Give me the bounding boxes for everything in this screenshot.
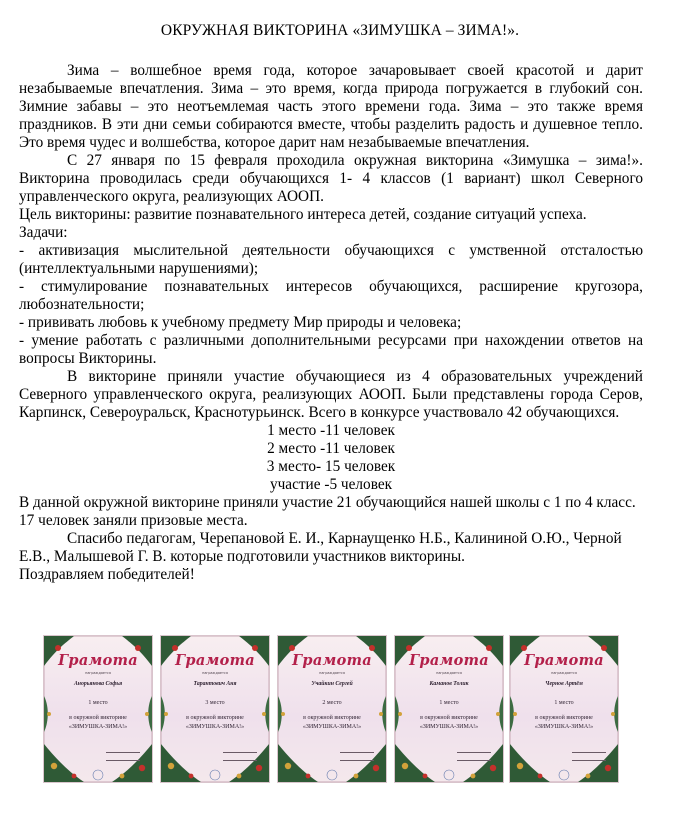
task-item: - активизация мыслительной деятельности обучающихся с умственной отсталостью (интеллектуальными нарушениями); xyxy=(19,242,643,277)
task-item: - умение работать с различными дополнительными ресурсами при нахождении ответов на вопросы Викторины. xyxy=(19,332,643,367)
certificate-image xyxy=(161,636,269,782)
certificate-name: Чернов Артём xyxy=(545,681,583,687)
certificate-contest-name: «ЗИМУШКА-ЗИМА!» xyxy=(185,724,245,730)
certificate-heading: Грамота xyxy=(175,652,255,669)
certificate-name: Учайкин Сергей xyxy=(311,681,353,687)
certificate-image xyxy=(510,636,618,782)
participants-paragraph: В викторине приняли участие обучающиеся из 4 образовательных учреждений Северного управленческого округа, реализующих АООП. Были представлены города Серов, Карпинск, Североуральск, Краснотурьинск. Всего в конкурсе участвовало 42 обучающихся. xyxy=(19,368,643,421)
task-item: - стимулирование познавательных интересов обучающихся, расширение кругозора, любознательности; xyxy=(19,278,643,313)
certificate-heading: Грамота xyxy=(292,652,372,669)
certificate-contest-name: «ЗИМУШКА-ЗИМА!» xyxy=(419,724,479,730)
certificate-place xyxy=(395,700,503,706)
task-item: - прививать любовь к учебному предмету Мир природы и человека; xyxy=(19,314,462,331)
certificate-contest: в окружной викторине xyxy=(69,715,127,721)
certificate-place-number: 1 xyxy=(88,700,92,706)
certificate-place-word: место xyxy=(443,700,459,706)
certificate-place-number: 1 xyxy=(554,700,558,706)
certificate-place xyxy=(510,700,618,706)
document-title: ОКРУЖНАЯ ВИКТОРИНА «ЗИМУШКА – ЗИМА!». xyxy=(160,22,520,39)
certificate-place-number: 2 xyxy=(322,700,326,706)
certificate-heading: Грамота xyxy=(524,652,604,669)
dates-paragraph: С 27 января по 15 февраля проходила окружная викторина «Зимушка – зима!». Викторина проводилась среди обучающихся 1- 4 классов (1 вариант) школ Северного управленческого округа, реализующих АООП. xyxy=(19,152,643,205)
certificate-signatures xyxy=(340,748,374,761)
certificate-awarded: награждается xyxy=(319,671,345,675)
certificate-contest-name: «ЗИМУШКА-ЗИМА!» xyxy=(302,724,362,730)
certificate-heading: Грамота xyxy=(409,652,489,669)
document-body xyxy=(19,62,643,584)
thanks-paragraph: Спасибо педагогам, Черепановой Е. И., Карнаущенко Н.Б., Калининой О.Ю., Черной Е.В., Малышевой Г. В. которые подготовили участников викторины. xyxy=(19,530,622,565)
certificate-place-word: место xyxy=(558,700,574,706)
result-line: 2 место -11 человек xyxy=(267,440,395,457)
certificate-name: Каманов Толик xyxy=(429,681,469,687)
certificate-awarded: награждается xyxy=(202,671,228,675)
certificates-row xyxy=(44,636,620,784)
certificate-place-number: 1 xyxy=(439,700,443,706)
certificate-place xyxy=(278,700,386,706)
certificate-name: Тарантович Аня xyxy=(193,681,237,687)
certificate-awarded: награждается xyxy=(436,671,462,675)
certificate-image xyxy=(395,636,503,782)
certificate-signatures xyxy=(106,748,140,761)
congrats-line: Поздравляем победителей! xyxy=(19,566,195,583)
certificate-contest-name: «ЗИМУШКА-ЗИМА!» xyxy=(68,724,128,730)
certificate-place-word: место xyxy=(209,700,225,706)
certificate-contest: в окружной викторине xyxy=(186,715,244,721)
certificate-signatures xyxy=(572,748,606,761)
certificate-image xyxy=(44,636,152,782)
certificate-awarded: награждается xyxy=(551,671,577,675)
result-line: 3 место- 15 человек xyxy=(266,458,396,475)
certificate-place xyxy=(161,700,269,706)
result-line: участие -5 человек xyxy=(269,476,393,493)
certificate-signatures xyxy=(223,748,257,761)
school-paragraph: В данной окружной викторине приняли участие 21 обучающийся нашей школы с 1 по 4 класс. 17 человек заняли призовые места. xyxy=(19,494,636,529)
certificate-image xyxy=(278,636,386,782)
certificate-place-number: 3 xyxy=(205,700,209,706)
certificate-contest: в окружной викторине xyxy=(420,715,478,721)
certificate-place-word: место xyxy=(326,700,342,706)
certificate-awarded: награждается xyxy=(85,671,111,675)
certificate-name: Анорьянова Софья xyxy=(73,681,123,687)
tasks-heading: Задачи: xyxy=(19,224,68,241)
result-line: 1 место -11 человек xyxy=(267,422,395,439)
certificate-signatures xyxy=(457,748,491,761)
certificate-contest: в окружной викторине xyxy=(303,715,361,721)
certificate-place xyxy=(44,700,152,706)
certificate-contest: в окружной викторине xyxy=(535,715,593,721)
certificate-contest-name: «ЗИМУШКА-ЗИМА!» xyxy=(534,724,594,730)
certificate-place-word: место xyxy=(92,700,108,706)
goal-paragraph: Цель викторины: развитие познавательного интереса детей, создание ситуаций успеха. xyxy=(19,206,587,223)
intro-paragraph: Зима – волшебное время года, которое зачаровывает своей красотой и дарит незабываемые впечатления. Зима – это время, когда природа погружается в глубокий сон. Зимние забавы – это неотъемлемая часть этого времени года. Зима – это также время праздников. В эти дни семьи собираются вместе, чтобы разделить радость и душевное тепло. Это время чудес и волшебства, которое дарит нам незабываемые впечатления. xyxy=(19,62,643,151)
certificate-heading: Грамота xyxy=(58,652,138,669)
